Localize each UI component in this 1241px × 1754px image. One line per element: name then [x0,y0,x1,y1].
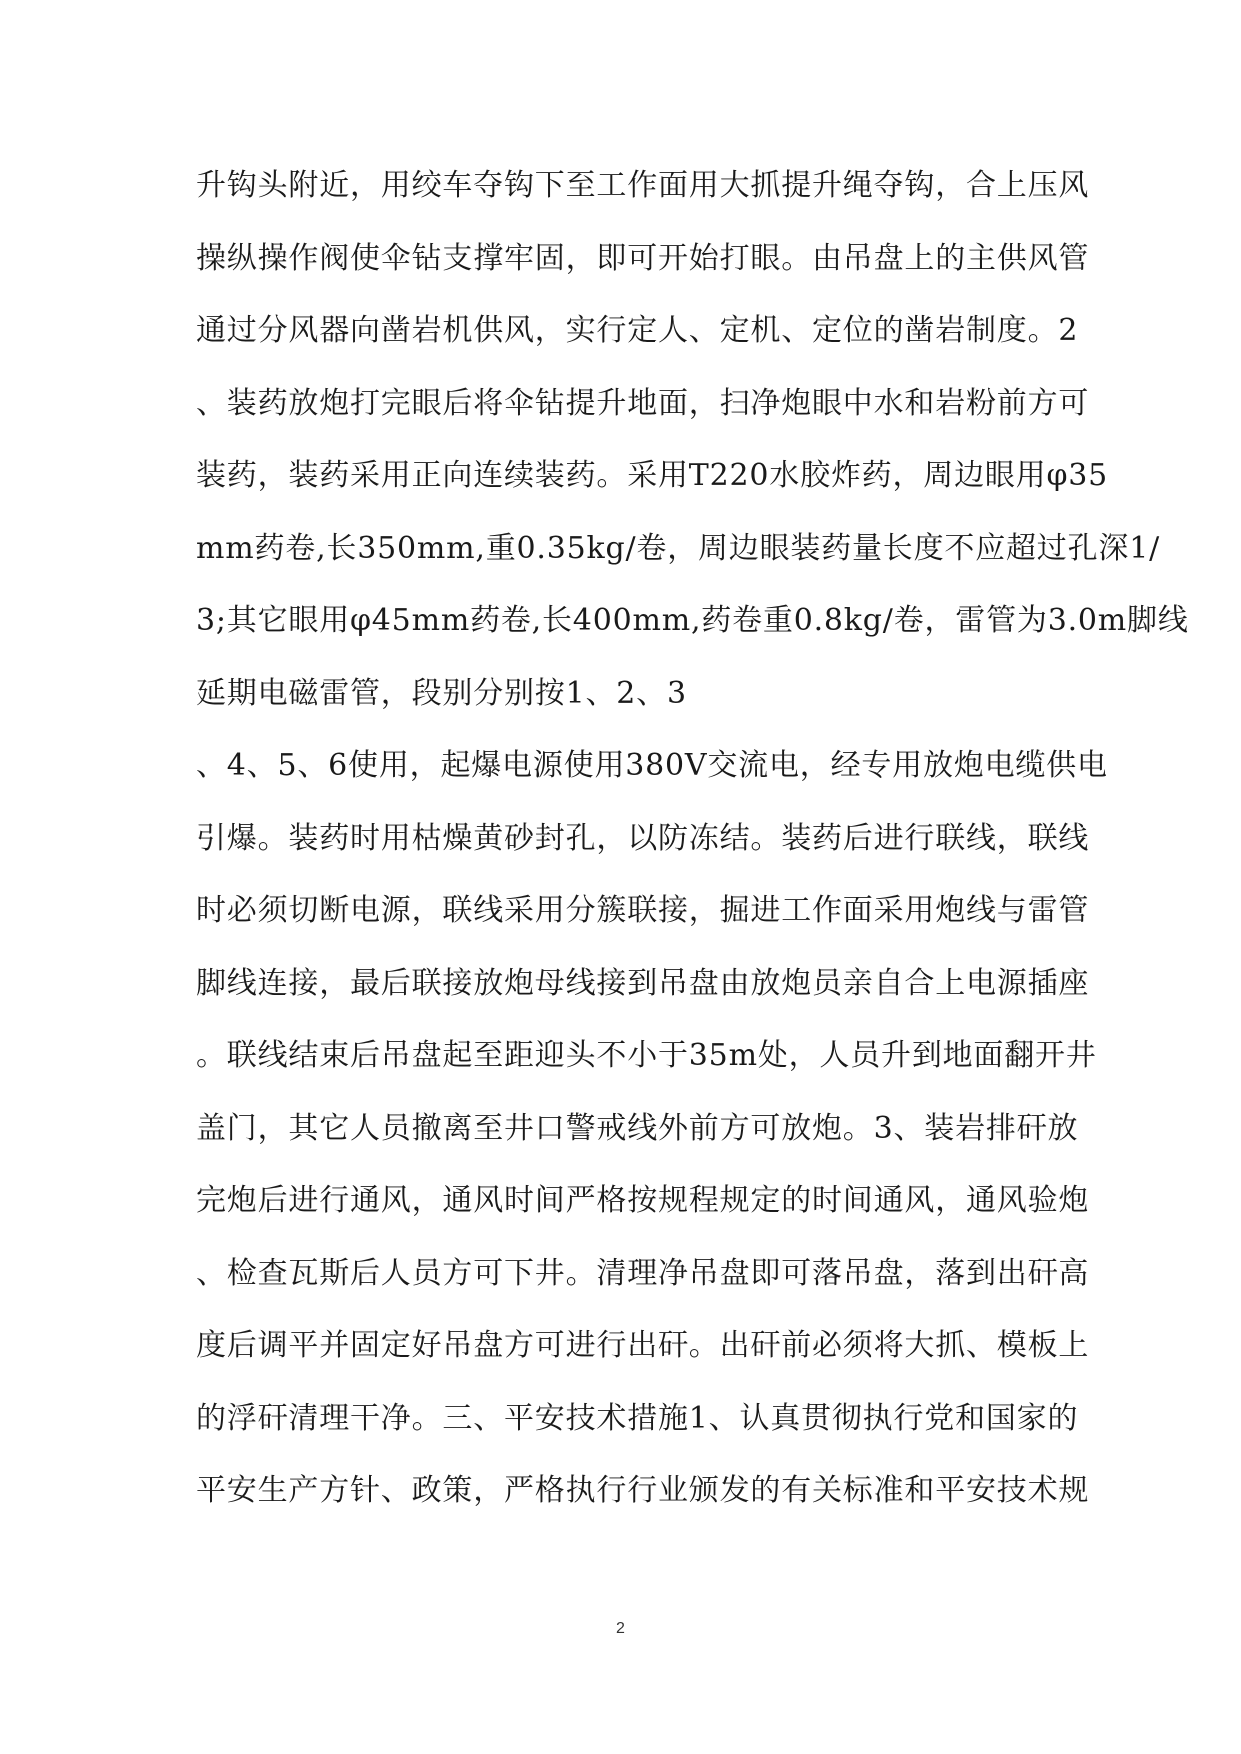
text-line: 引爆。装药时用枯燥黄砂封孔，以防冻结。装药后进行联线，联线 [196,820,1090,856]
text-line: 通过分风器向凿岩机供风，实行定人、定机、定位的凿岩制度。2 [196,313,1079,348]
text-line: 延期电磁雷管，段别分别按1、2、3 [196,675,687,711]
text-line: 、装药放炮打完眼后将伞钻提升地面，扫净炮眼中水和岩粉前方可 [196,385,1090,421]
text-line: 的浮矸清理干净。三、平安技术措施1、认真贯彻执行党和国家的 [196,1400,1079,1436]
text-line: 盖门，其它人员撤离至井口警戒线外前方可放炮。3、装岩排矸放 [196,1110,1079,1146]
text-line: 装药，装药采用正向连续装药。采用T220水胶炸药，周边眼用φ35 [196,458,1109,493]
text-line: 度后调平并固定好吊盘方可进行出矸。出矸前必须将大抓、模板上 [196,1328,1090,1363]
page-number: 2 [616,1620,625,1637]
text-line: 、检查瓦斯后人员方可下井。清理净吊盘即可落吊盘，落到出矸高 [196,1255,1090,1291]
text-line: 操纵操作阀使伞钻支撑牢固，即可开始打眼。由吊盘上的主供风管 [196,240,1090,276]
text-line: 升钩头附近，用绞车夺钩下至工作面用大抓提升绳夺钩，合上压风 [196,168,1090,203]
text-line: 。联线结束后吊盘起至距迎头不小于35m处，人员升到地面翻开井 [196,1038,1097,1073]
text-line: 平安生产方针、政策，严格执行行业颁发的有关标准和平安技术规 [196,1473,1090,1508]
body-text [196,150,1189,1528]
text-line: 时必须切断电源，联线采用分簇联接，掘进工作面采用炮线与雷管 [196,893,1090,928]
text-line: 、4、5、6使用，起爆电源使用380V交流电，经专用放炮电缆供电 [196,748,1108,783]
text-line: 3;其它眼用φ45mm药卷,长400mm,药卷重0.8kg/卷，雷管为3.0m脚线 [196,603,1189,638]
text-line: 脚线连接，最后联接放炮母线接到吊盘由放炮员亲自合上电源插座 [196,965,1090,1001]
text-line: 完炮后进行通风，通风时间严格按规程规定的时间通风，通风验炮 [196,1183,1090,1218]
text-line: mm药卷,长350mm,重0.35kg/卷，周边眼装药量长度不应超过孔深1/ [196,530,1161,566]
